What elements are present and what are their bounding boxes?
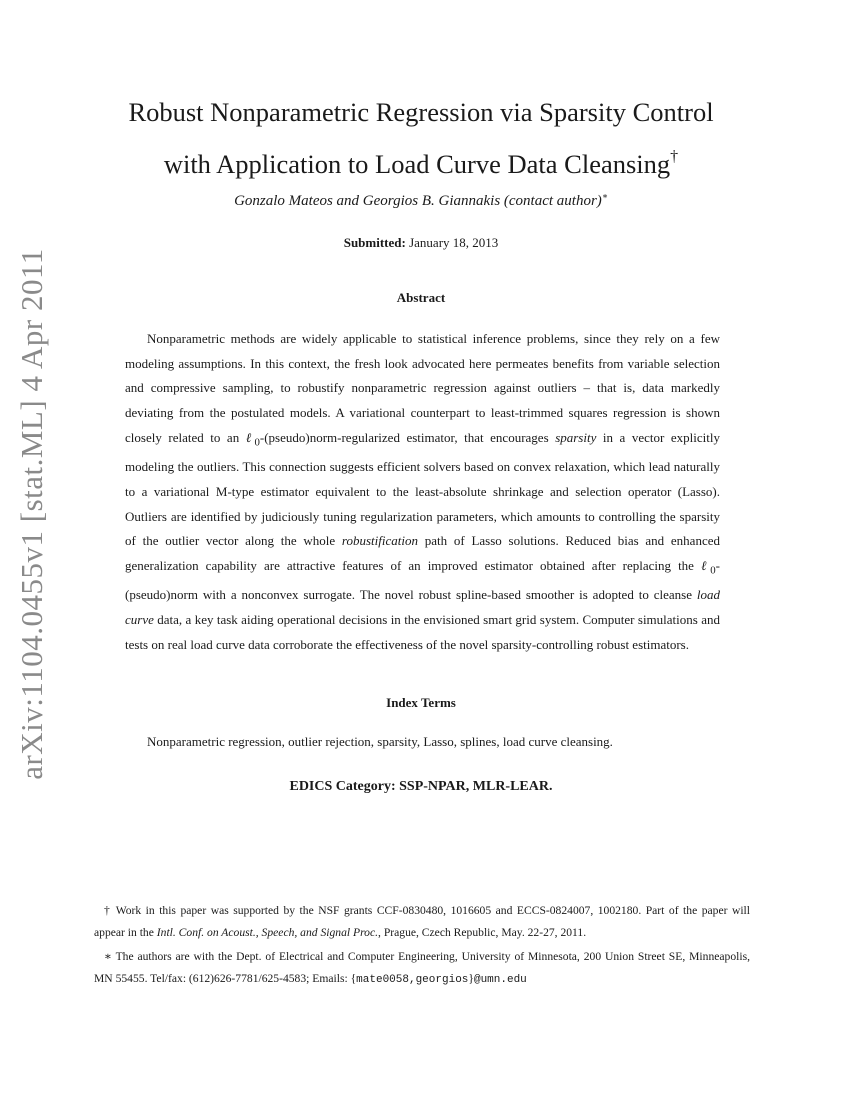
abstract-text: Nonparametric methods are widely applicable to statistical inference problems, since they rely on a few modeling assumptions. In this context, the fresh look advocated here permeates benefits from variable selection and compressive sampling, to robustify nonparametric regression against outliers – that is, data markedly deviating from the postulated models. A variational counterpart to least-trimmed squares regression is shown closely related to an <box>125 331 720 445</box>
abstract-emphasis: sparsity <box>555 429 597 445</box>
abstract-body <box>125 327 720 657</box>
ell-subscript: 0 <box>254 436 260 449</box>
ell-symbol: ℓ <box>701 557 711 573</box>
footnote-funding <box>94 900 750 944</box>
email-brace: } <box>468 972 474 985</box>
title-line-1: Robust Nonparametric Regression via Sparsity Control <box>128 97 714 127</box>
submitted-label: Submitted: <box>343 235 406 250</box>
abstract-emphasis: load curve <box>125 587 720 627</box>
ell-subscript: 0 <box>710 564 716 577</box>
arxiv-side-stamp <box>12 248 52 780</box>
title-footnote-mark: † <box>670 148 679 165</box>
submission-date <box>60 235 782 251</box>
abstract-emphasis: robustification <box>341 533 418 549</box>
abstract-text: in a vector explicitly modeling the outliers. This connection suggests efficient solvers based on convex relaxation, which lead naturally to a variational M-type estimator equivalent to the least-absolute shrinkage and selection operator (Lasso). Outliers are identified by judiciously tuning regularization parameters, which amounts to controlling the sparsity of the outlier vector along the whole <box>125 429 720 549</box>
paper-title <box>60 86 782 190</box>
title-line-2: with Application to Load Curve Data Cleansing <box>163 149 671 179</box>
abstract-text: -(pseudo)norm-regularized estimator, that encourages <box>259 429 556 445</box>
footnote-text: , Prague, Czech Republic, May. 22-27, 2011. <box>378 926 587 939</box>
email-brace: { <box>350 972 357 985</box>
email-users: mate0058,georgios <box>356 974 469 986</box>
submitted-date: January 18, 2013 <box>409 235 499 250</box>
conference-name: Intl. Conf. on Acoust., Speech, and Signal Proc. <box>156 926 379 939</box>
author-footnote-mark: ∗ <box>601 191 608 201</box>
index-terms-heading: Index Terms <box>386 695 456 710</box>
footnote-mark: ∗ <box>104 950 112 963</box>
index-terms-list: Nonparametric regression, outlier rejection, sparsity, Lasso, splines, load curve cleansing. <box>147 734 613 749</box>
footnote-affiliation <box>94 946 750 991</box>
ell-symbol: ℓ <box>245 429 255 445</box>
email-domain: @umn.edu <box>473 974 527 986</box>
author-names: Gonzalo Mateos and Georgios B. Giannakis (contact author) <box>234 193 602 209</box>
footnote-text: Work in this paper was supported by the NSF grants CCF-0830480, 1016605 and ECCS-0824007, 1002180. Part of the paper will appear in the <box>94 904 751 939</box>
abstract-text: data, a key task aiding operational decisions in the envisioned smart grid system. Computer simulations and tests on real load curve data corroborate the effectiveness of the novel sparsity-controlling robust estimators. <box>125 611 720 652</box>
author-line <box>60 193 782 210</box>
abstract-heading: Abstract <box>396 290 446 305</box>
abstract-text: -(pseudo)norm with a nonconvex surrogate. The novel robust spline-based smoother is adopted to cleanse <box>125 557 720 603</box>
edics-category: EDICS Category: SSP-NPAR, MLR-LEAR. <box>289 779 553 794</box>
footnote-text: The authors are with the Dept. of Electrical and Computer Engineering, University of Minnesota, 200 Union Street SE, Minneapolis, MN 55455. Tel/fax: (612)626-7781/625-4583; Emails: <box>94 950 750 985</box>
abstract-text: path of Lasso solutions. Reduced bias and enhanced generalization capability are attractive features of an improved estimator obtained after replacing the <box>125 533 720 573</box>
footnote-mark: † <box>104 904 112 917</box>
arxiv-identifier: arXiv:1104.0455v1 [stat.ML] 4 Apr 2011 <box>14 248 49 780</box>
